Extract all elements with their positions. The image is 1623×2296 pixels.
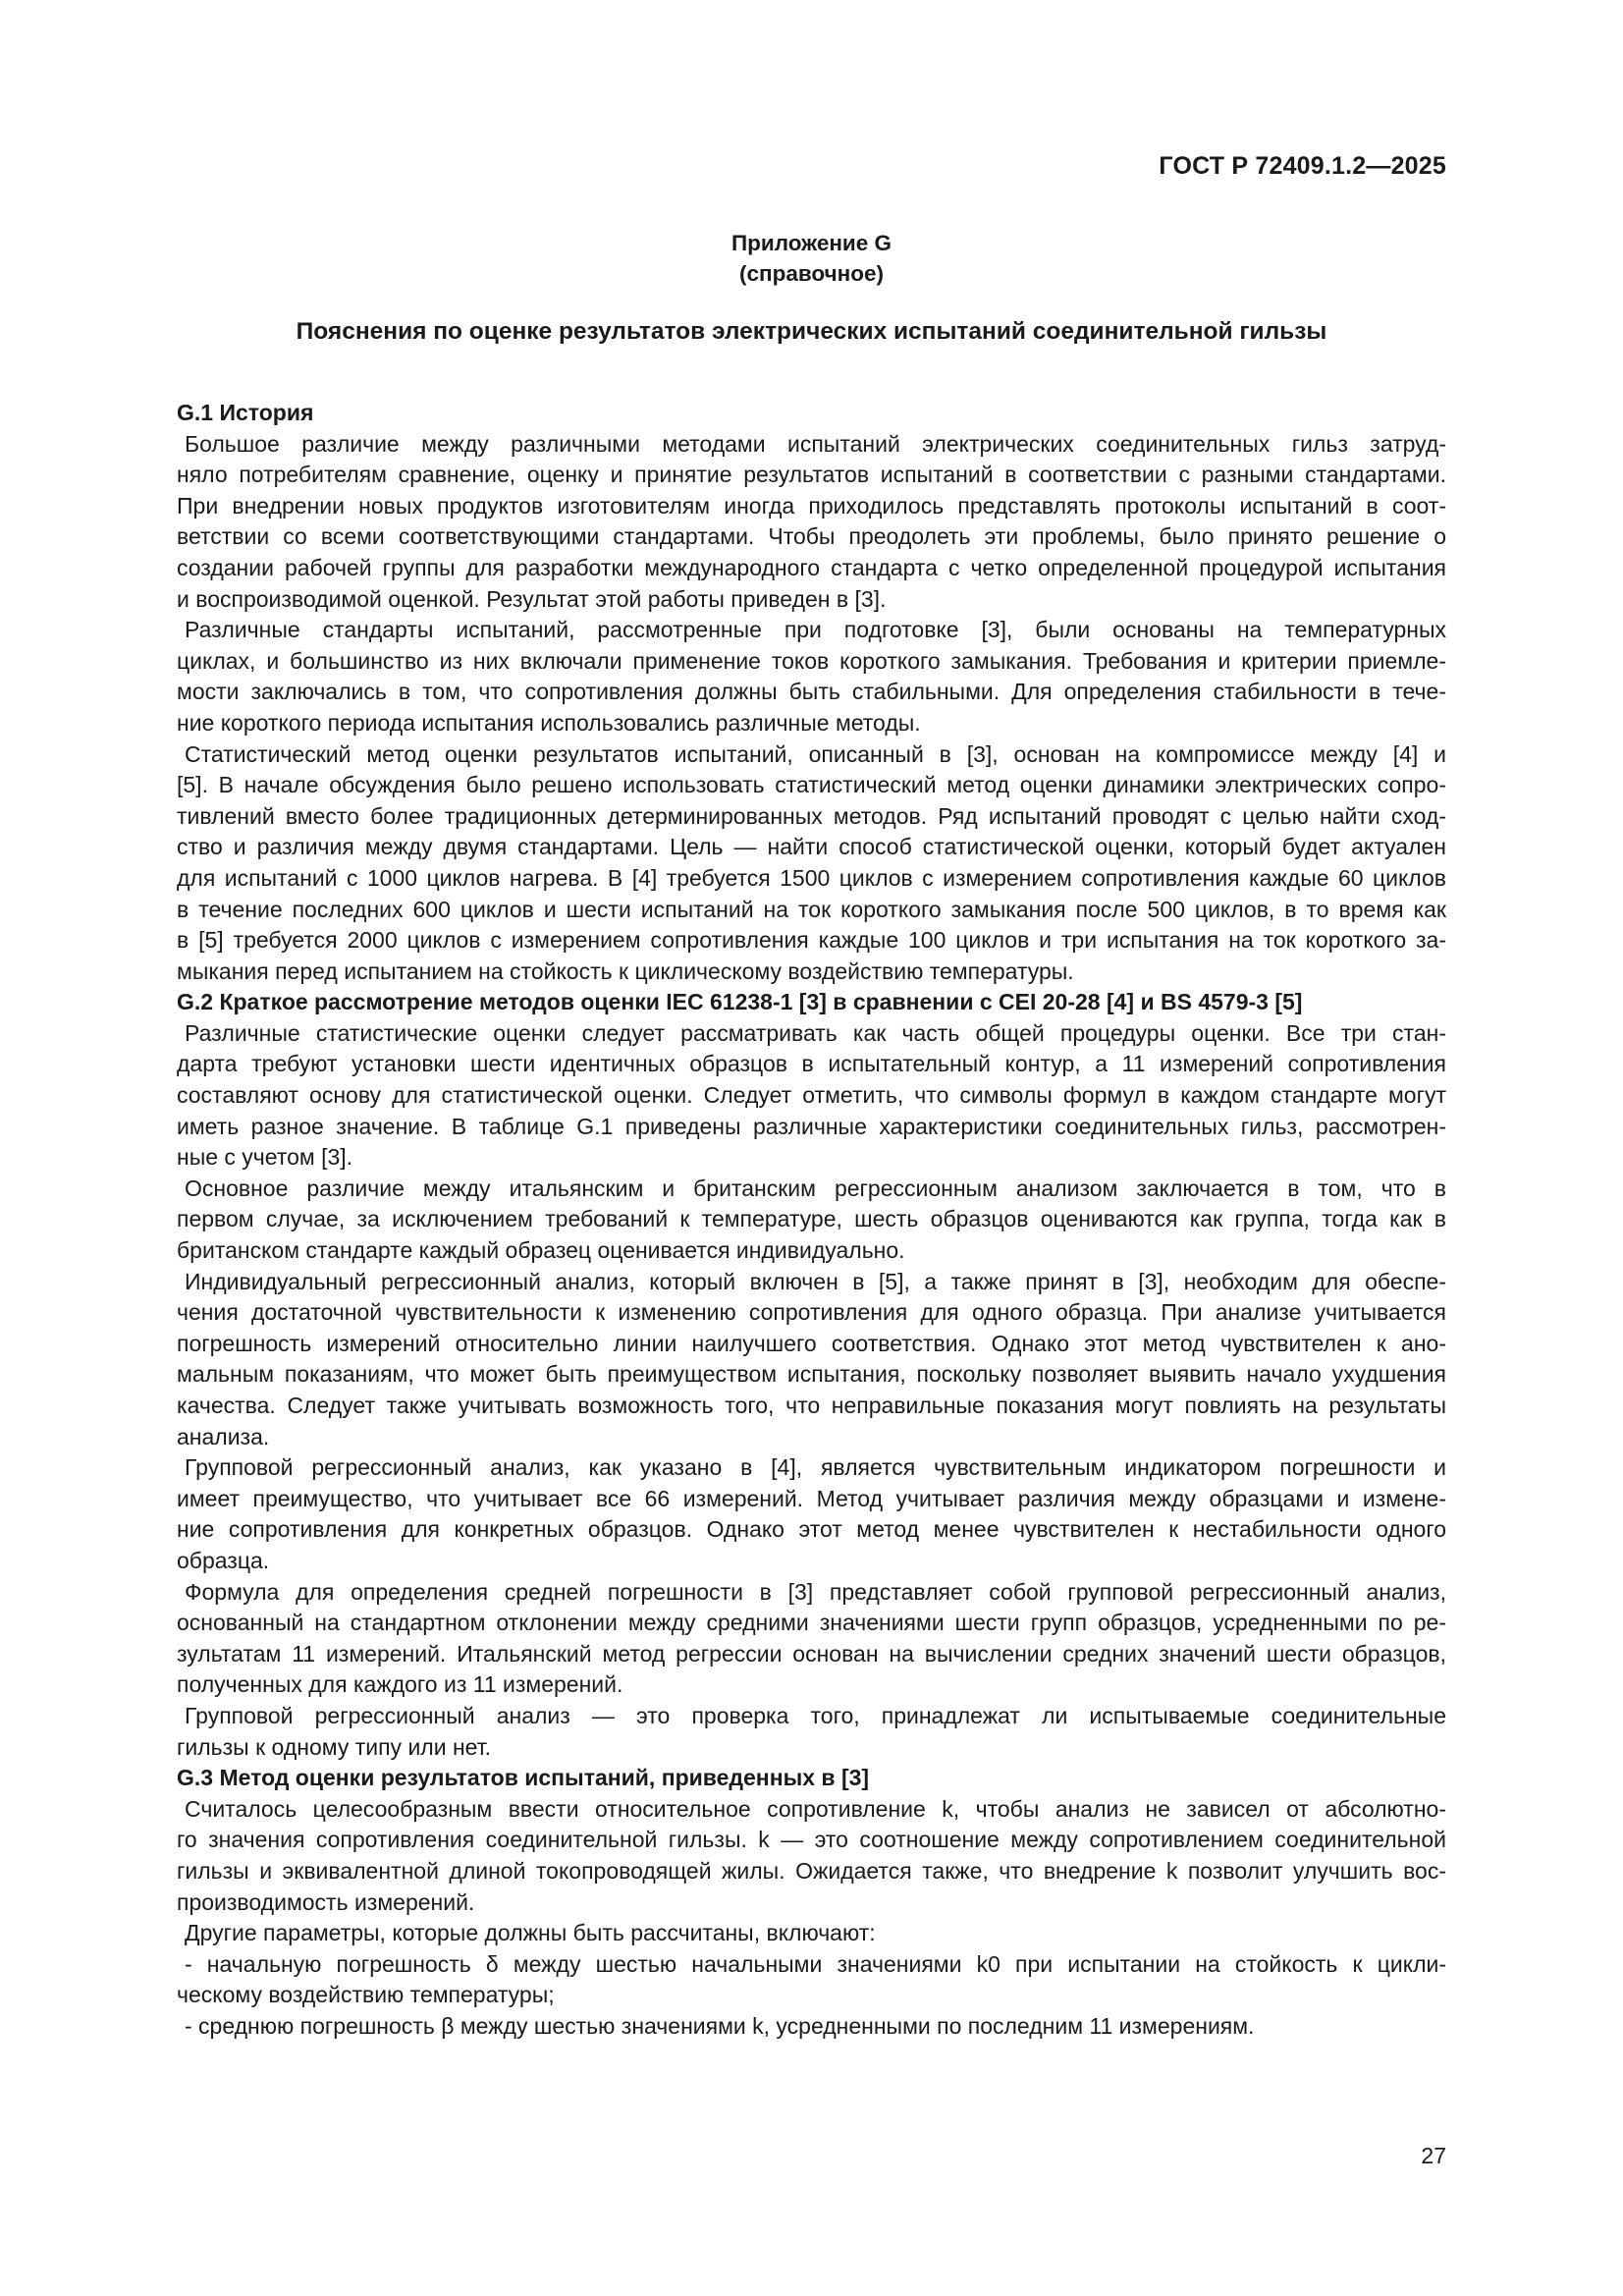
text-line: в [5] требуется 2000 циклов с измерением сопротивления каждые 100 циклов и три испытания на ток короткого за-	[177, 927, 1446, 954]
text-line: - начальную погрешность δ между шестью начальными значениями k0 при испытании на стойкость к цикли-	[185, 1950, 1446, 1977]
paragraph	[177, 615, 1446, 738]
text-line: мальным показаниям, что может быть преимуществом испытания, поскольку позволяет выявить начало ухудшения	[177, 1361, 1446, 1388]
text-line: британском стандарте каждый образец оценивается индивидуально.	[177, 1237, 905, 1264]
text-line: ние сопротивления для конкретных образцов. Однако этот метод менее чувствителен к нестабильности одного	[177, 1516, 1446, 1543]
page-number: 27	[1421, 2143, 1446, 2168]
paragraph	[177, 1701, 1446, 1763]
text-line: для испытаний с 1000 циклов нагрева. В [4] требуется 1500 циклов с измерением сопротивления каждые 60 циклов	[177, 864, 1446, 891]
text-line: Групповой регрессионный анализ, как указано в [4], является чувствительным индикатором погрешности и	[185, 1454, 1446, 1481]
text-line: Считалось целесообразным ввести относительное сопротивление k, чтобы анализ не зависел от абсолютно-	[185, 1795, 1446, 1822]
list-item	[177, 1949, 1446, 2011]
paragraph	[177, 739, 1446, 988]
text-line: погрешность измерений относительно линии наилучшего соответствия. Однако этот метод чувствителен к ано-	[177, 1330, 1446, 1356]
paragraph	[177, 1918, 1446, 1949]
text-line: няло потребителям сравнение, оценку и принятие результатов испытаний в соответствии с разными стандартами.	[177, 462, 1446, 488]
text-line: циклах, и большинство из них включали применение токов короткого замыкания. Требования и критерии приемле-	[177, 647, 1446, 674]
annex-label-block	[0, 228, 1623, 289]
text-line: создании рабочей группы для разработки международного стандарта с четко определенной процедурой испытания	[177, 554, 1446, 580]
text-line: ветствии со всеми соответствующими стандартами. Чтобы преодолеть эти проблемы, было принято решение о	[177, 523, 1446, 550]
text-line: ство и различия между двумя стандартами. Цель — найти способ статистической оценки, который будет актуален	[177, 834, 1446, 860]
text-line: составляют основу для статистической оценки. Следует отметить, что символы формул в каждом стандарте могут	[177, 1082, 1446, 1109]
paragraph	[177, 429, 1446, 616]
annex-title: Пояснения по оценке результатов электрических испытаний соединительной гильзы	[296, 318, 1327, 345]
text-line: - среднюю погрешность β между шестью значениями k, усредненными по последним 11 измерениям.	[185, 2012, 1255, 2039]
text-line: мыкания перед испытанием на стойкость к циклическому воздействию температуры.	[177, 957, 1074, 984]
text-line: дарта требуют установки шести идентичных образцов в испытательный контур, а 11 измерений сопротивления	[177, 1051, 1446, 1077]
text-line: тивлений вместо более традиционных детерминированных методов. Ряд испытаний проводят с целью найти сход-	[177, 802, 1446, 829]
text-line: ние короткого периода испытания использовались различные методы.	[177, 709, 921, 736]
text-line: качества. Следует также учитывать возможность того, что неправильные показания могут повлиять на результаты	[177, 1393, 1446, 1418]
text-line: чения достаточной чувствительности к изменению сопротивления для одного образца. При анализе учитывается	[177, 1299, 1446, 1326]
text-line: производимость измерений.	[177, 1888, 475, 1915]
text-line: зультатам 11 измерений. Итальянский метод регрессии основан на вычислении средних значений шести образцов,	[177, 1640, 1446, 1667]
text-line: Формула для определения средней погрешности в [3] представляет собой групповой регрессионный анализ,	[185, 1578, 1446, 1605]
paragraph	[177, 1267, 1446, 1453]
text-line: полученных для каждого из 11 измерений.	[177, 1671, 623, 1698]
document-code: ГОСТ Р 72409.1.2—2025	[1159, 152, 1446, 180]
list-item	[177, 2011, 1446, 2043]
text-line: Статистический метод оценки результатов испытаний, описанный в [3], основан на компромиссе между [4] и	[185, 740, 1446, 767]
text-line: ные с учетом [3].	[177, 1144, 353, 1171]
text-line: образца.	[177, 1547, 270, 1573]
text-line: иметь разное значение. В таблице G.1 приведены различные характеристики соединительных гильз, рассмотрен-	[177, 1113, 1446, 1139]
paragraph	[177, 1794, 1446, 1918]
text-line: мости заключались в том, что сопротивления должны быть стабильными. Для определения стабильности в тече-	[177, 679, 1446, 705]
text-line: в течение последних 600 циклов и шести испытаний на ток короткого замыкания после 500 циклов, в то время как	[177, 896, 1446, 922]
document-body	[177, 398, 1446, 2042]
text-line: При внедрении новых продуктов изготовителям иногда приходилось представлять протоколы испытаний в соот-	[177, 492, 1446, 519]
text-line: гильзы и эквивалентной длиной токопроводящей жилы. Ожидается также, что внедрение k позволит улучшить вос-	[177, 1857, 1446, 1884]
annex-type: (справочное)	[739, 261, 884, 286]
text-line: Большое различие между различными методами испытаний электрических соединительных гильз затруд-	[185, 430, 1446, 457]
text-line: го значения сопротивления соединительной гильзы. k — это соотношение между сопротивлением соединительной	[177, 1827, 1446, 1853]
annex-label: Приложение G	[730, 231, 893, 255]
section-heading-g3: G.3 Метод оценки результатов испытаний, приведенных в [3]	[177, 1765, 870, 1791]
paragraph	[177, 1174, 1446, 1267]
text-line: Индивидуальный регрессионный анализ, который включен в [5], а также принят в [3], необходим для обеспе-	[185, 1268, 1446, 1294]
text-line: Другие параметры, которые должны быть рассчитаны, включают:	[185, 1920, 876, 1946]
paragraph	[177, 1577, 1446, 1701]
text-line: Различные стандарты испытаний, рассмотренные при подготовке [3], были основаны на температурных	[185, 617, 1446, 643]
text-line: Групповой регрессионный анализ — это проверка того, принадлежат ли испытываемые соединительные	[185, 1702, 1446, 1728]
text-line: гильзы к одному типу или нет.	[177, 1733, 492, 1760]
paragraph	[177, 1452, 1446, 1576]
text-line: Основное различие между итальянским и британским регрессионным анализом заключается в том, что в	[185, 1175, 1446, 1201]
text-line: имеет преимущество, что учитывает все 66 измерений. Метод учитывает различия между образцами и измене-	[177, 1485, 1446, 1511]
text-line: основанный на стандартном отклонении между средними значениями шести групп образцов, усредненными по ре-	[177, 1610, 1446, 1636]
text-line: ческому воздействию температуры;	[177, 1982, 555, 2008]
text-line: анализа.	[177, 1423, 270, 1449]
text-line: первом случае, за исключением требований к температуре, шесть образцов оцениваются как группа, тогда как в	[177, 1206, 1446, 1232]
section-heading-g2: G.2 Краткое рассмотрение методов оценки IEC 61238-1 [3] в сравнении с CEI 20-28 [4] и BS 4579-3 [5]	[177, 989, 1303, 1015]
text-line: [5]. В начале обсуждения было решено использовать статистический метод оценки динамики электрических сопро-	[177, 772, 1446, 798]
paragraph	[177, 1018, 1446, 1174]
text-line: Различные статистические оценки следует рассматривать как часть общей процедуры оценки. Все три стан-	[185, 1019, 1446, 1046]
text-line: и воспроизводимой оценкой. Результат этой работы приведен в [3].	[177, 585, 887, 612]
section-heading-g1: G.1 История	[177, 400, 314, 425]
